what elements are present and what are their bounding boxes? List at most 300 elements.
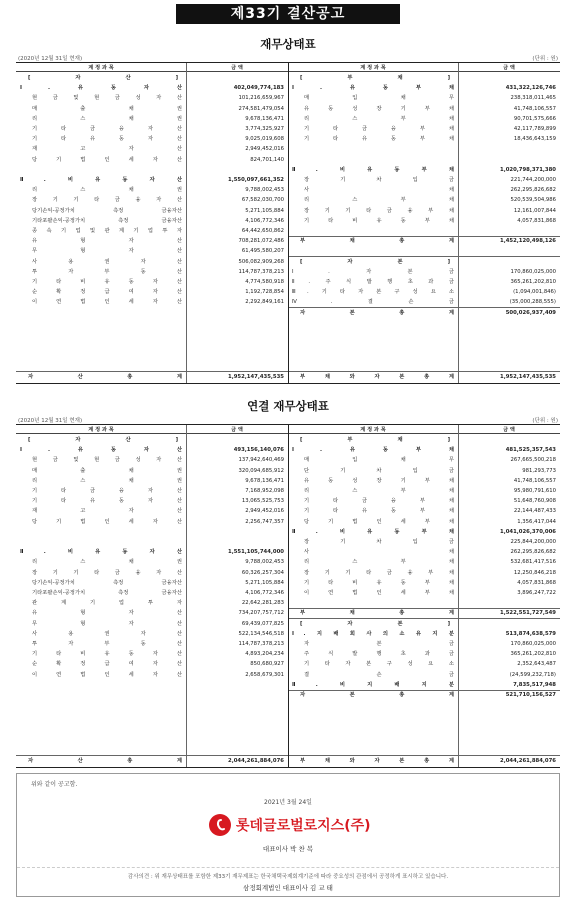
table-row	[16, 277, 288, 287]
row-label: 장 기 기 타 금 융 부 채	[304, 207, 454, 214]
consolidated-balance-sheet	[16, 424, 560, 768]
row-amount: (1,094,001,846)	[513, 289, 556, 296]
header-amount: 금 액	[503, 426, 515, 433]
table-row	[288, 756, 560, 766]
row-amount: 1,356,417,044	[517, 518, 556, 525]
row-amount: 90,701,575,666	[513, 115, 556, 122]
row-amount: 2,292,849,161	[245, 299, 284, 306]
row-label: 매 출 채 권	[32, 467, 182, 474]
row-label: Ⅱ. 주 식 발 행 초 과 금	[292, 279, 454, 285]
table-row	[16, 568, 288, 578]
table-row	[288, 670, 560, 680]
table-row	[288, 124, 560, 134]
row-label: 이 연 법 인 세 자 산	[32, 299, 182, 306]
table-row	[288, 435, 560, 445]
row-label: [ 자 산 ]	[28, 75, 178, 81]
table-row	[16, 195, 288, 205]
table-row	[16, 557, 288, 567]
table-row	[288, 629, 560, 639]
table-row	[288, 486, 560, 496]
table-row	[288, 588, 560, 598]
table-row	[16, 517, 288, 527]
row-amount	[458, 226, 560, 236]
row-label: 사 용 권 자 산	[32, 630, 182, 637]
row-amount: 500,026,937,409	[505, 309, 556, 316]
row-amount: 824,701,140	[250, 156, 284, 163]
row-amount: 67,582,030,700	[241, 197, 284, 204]
row-label: 종 속 기 업 및 관 계 기 업 투 자	[32, 228, 182, 234]
row-amount: 2,658,679,301	[245, 671, 284, 678]
row-label: 기 타 유 동 부 채	[304, 136, 454, 143]
table-row	[16, 155, 288, 165]
bs-right-column	[288, 63, 560, 383]
row-amount: 1,041,026,370,006	[500, 528, 556, 535]
row-amount: 5,271,105,884	[245, 207, 284, 214]
bs-date: (2020년 12월 31일 현재)	[18, 56, 83, 62]
row-label: 부 채 와 자 본 총 계	[300, 373, 454, 380]
row-amount: 522,134,546,518	[238, 630, 284, 637]
bs-title: 재무상태표	[260, 37, 316, 51]
row-amount: 1,952,147,435,535	[500, 373, 556, 380]
row-label: 자 산 총 계	[28, 757, 182, 764]
row-label: 장 기 차 입 금	[304, 177, 454, 183]
table-row	[16, 372, 288, 382]
table-row	[16, 466, 288, 476]
row-label: 리 스 부 채	[304, 559, 454, 566]
row-label: Ⅰ. 자 본 금	[292, 268, 454, 275]
bs-unit: (단위 : 원)	[532, 56, 558, 62]
row-label: 리 스 채 권	[32, 115, 182, 122]
row-amount: 4,106,772,346	[245, 217, 284, 224]
row-amount: 431,322,126,746	[505, 85, 556, 92]
table-row	[288, 267, 560, 277]
row-label: Ⅱ. 비 유 동 부 채	[292, 166, 454, 173]
row-amount: 506,082,909,268	[238, 258, 284, 265]
row-amount: 69,439,077,825	[241, 620, 284, 627]
row-label: 당 기 법 인 세 자 산	[32, 156, 182, 163]
row-label	[16, 308, 186, 318]
row-amount: 402,049,774,183	[233, 85, 284, 92]
row-label: 당 기 법 인 세 부 채	[304, 518, 454, 525]
row-label: 부 채 와 자 본 총 계	[300, 757, 454, 764]
row-amount: 2,256,747,357	[245, 518, 284, 525]
row-amount: 60,326,257,304	[241, 569, 284, 576]
table-row	[16, 287, 288, 297]
row-amount: 981,293,773	[522, 467, 556, 474]
table-row	[16, 547, 288, 557]
table-row	[288, 598, 560, 608]
row-amount: 520,539,504,986	[510, 197, 556, 204]
table-row	[288, 114, 560, 124]
table-row	[16, 236, 288, 246]
table-row	[16, 206, 288, 216]
row-label: [ 부 채 ]	[300, 437, 450, 443]
row-label: 당기손익-공정가치 측정 금융자산	[32, 579, 182, 586]
row-amount: 9,025,019,608	[245, 136, 284, 143]
row-amount: 4,893,204,234	[245, 651, 284, 658]
row-label: 기 타 비 유 동 자 산	[32, 279, 182, 285]
row-amount	[186, 680, 288, 690]
row-amount: 61,495,580,207	[241, 248, 284, 255]
row-amount: 365,261,202,810	[510, 651, 556, 658]
cbs-title: 연결 재무상태표	[247, 399, 329, 413]
row-label: Ⅰ. 유 동 부 채	[292, 85, 454, 92]
table-row	[288, 690, 560, 700]
table-row	[16, 226, 288, 236]
row-amount: 170,860,025,000	[510, 268, 556, 275]
audit-opinion: 감사의견 : 위 재무상태표를 포함한 제33기 재무제표는 한국채택국제회계기준에 따라 중요성의 관점에서 공정하게 표시하고 있습니다.	[17, 867, 559, 880]
row-amount	[458, 598, 560, 608]
table-row	[16, 537, 288, 547]
column-divider	[186, 63, 187, 383]
row-amount: 2,949,452,016	[245, 508, 284, 515]
row-amount: (35,000,288,555)	[509, 299, 556, 306]
notice-date: 2021년 3월 24일	[264, 799, 312, 806]
row-amount: 1,452,120,498,126	[500, 238, 556, 245]
table-row	[16, 445, 288, 455]
table-row	[16, 629, 288, 639]
row-amount: 1,192,728,854	[245, 289, 284, 296]
row-label: [ 자 본 ]	[300, 258, 450, 265]
row-amount: 532,681,417,516	[510, 559, 556, 566]
row-label	[16, 690, 186, 700]
company-name: 롯데글로벌로지스(주)	[236, 818, 371, 834]
row-label	[288, 598, 458, 608]
balance-sheet	[16, 62, 560, 384]
row-label: 자 본 금	[304, 641, 454, 647]
row-label: 기 타 비 유 동 부 채	[304, 217, 454, 224]
row-label: 기 타 유 동 부 채	[304, 508, 454, 515]
column-divider	[458, 425, 459, 767]
center-divider	[288, 63, 289, 383]
row-label: 유 형 자 산	[32, 238, 182, 245]
row-amount: 7,835,517,948	[513, 681, 556, 688]
row-amount: 4,106,772,346	[245, 590, 284, 596]
row-amount: 481,525,357,543	[505, 447, 556, 454]
row-label: 투 자 부 동 산	[32, 268, 182, 275]
row-amount: 2,949,452,016	[245, 146, 284, 153]
table-row	[288, 527, 560, 537]
row-label: 기 타 금 융 부 채	[304, 126, 454, 132]
row-amount: 7,168,952,098	[245, 488, 284, 494]
row-label: 단 기 차 입 금	[304, 467, 454, 474]
row-amount: 137,942,640,469	[238, 457, 284, 464]
table-row	[16, 93, 288, 103]
row-label: 관 계 기 업 투 자	[32, 600, 182, 607]
row-label: 자 산 총 계	[28, 373, 182, 380]
table-row	[288, 649, 560, 659]
auditor-signature: 삼정회계법인 대표이사 김 교 태	[243, 884, 333, 892]
row-label: 기 타 유 동 자 산	[32, 498, 182, 505]
table-row	[16, 619, 288, 629]
table-row	[288, 506, 560, 516]
table-row	[16, 175, 288, 185]
table-row	[16, 435, 288, 445]
cbs-right-column	[288, 425, 560, 767]
row-amount	[186, 165, 288, 175]
row-amount: 12,161,007,844	[513, 207, 556, 214]
row-amount: 262,295,826,682	[510, 187, 556, 194]
table-row	[288, 466, 560, 476]
row-amount: 9,678,136,471	[245, 115, 284, 122]
table-row	[288, 287, 560, 297]
row-amount: 9,788,002,453	[245, 187, 284, 194]
row-amount: 51,648,760,908	[513, 498, 556, 505]
cbs-left-column	[16, 425, 288, 767]
row-label: 당 기 법 인 세 자 산	[32, 518, 182, 525]
row-label: Ⅳ. 결 손 금	[292, 299, 454, 306]
row-amount: 267,665,500,218	[510, 457, 556, 464]
bs-left-column	[16, 63, 288, 383]
row-label: 사 채	[304, 549, 454, 556]
table-row	[288, 104, 560, 114]
row-amount: 238,318,011,465	[510, 95, 556, 102]
table-row	[16, 165, 288, 175]
row-label: 순 확 정 급 여 자 산	[32, 289, 182, 296]
table-row	[288, 557, 560, 567]
row-label: 재 고 자 산	[32, 508, 182, 515]
table-row	[288, 73, 560, 83]
row-amount: 114,787,378,213	[238, 641, 284, 647]
table-row	[16, 680, 288, 690]
row-amount	[458, 144, 560, 154]
row-label	[288, 246, 458, 256]
row-label: Ⅱ. 비 유 동 자 산	[20, 549, 182, 556]
row-amount	[458, 435, 560, 445]
table-row	[288, 619, 560, 629]
row-label: 리 스 부 채	[304, 115, 454, 122]
row-amount: 708,281,072,486	[238, 238, 284, 245]
row-label: 리 스 부 채	[304, 488, 454, 494]
table-row	[16, 144, 288, 154]
row-label: 기 타 비 유 동 부 채	[304, 579, 454, 586]
row-label: 주 식 발 행 초 과 금	[304, 651, 454, 658]
row-amount: 850,680,927	[250, 661, 284, 668]
row-amount: 95,980,791,610	[513, 488, 556, 494]
table-row	[288, 608, 560, 618]
row-amount: 18,436,643,159	[513, 136, 556, 143]
row-label	[288, 144, 458, 154]
row-amount: 1,551,105,744,000	[228, 549, 284, 556]
row-label: 현 금 및 현 금 성 자 산	[32, 457, 182, 464]
row-label: 무 형 자 산	[32, 620, 182, 627]
row-label: 사 채	[304, 187, 454, 194]
row-label: [ 자 산 ]	[28, 437, 178, 443]
table-row	[288, 277, 560, 287]
column-divider	[186, 425, 187, 767]
table-row	[288, 445, 560, 455]
table-row	[16, 114, 288, 124]
table-row	[288, 175, 560, 185]
cbs-unit: (단위 : 원)	[532, 418, 558, 424]
row-label: 장 기 차 입 금	[304, 539, 454, 545]
row-label: 순 확 정 급 여 자 산	[32, 661, 182, 668]
table-row	[16, 639, 288, 649]
row-label: 기 타 금 융 자 산	[32, 126, 182, 132]
row-label: 매 입 채 무	[304, 457, 454, 464]
row-amount: 170,860,025,000	[510, 641, 556, 647]
row-amount: 1,522,551,727,549	[500, 610, 556, 617]
row-amount: 42,117,789,899	[513, 126, 556, 132]
row-amount	[458, 246, 560, 256]
table-row	[16, 659, 288, 669]
row-amount: 3,896,247,722	[517, 590, 556, 596]
row-amount: 2,044,261,884,076	[500, 757, 556, 764]
row-amount: 64,442,650,862	[241, 228, 284, 234]
table-row	[288, 165, 560, 175]
table-row	[16, 308, 288, 318]
row-amount: 22,144,487,433	[513, 508, 556, 515]
cbs-date: (2020년 12월 31일 현재)	[18, 418, 83, 424]
row-label: 유 형 자 산	[32, 610, 182, 617]
row-label: Ⅲ. 기 타 자 본 구 성 요 소	[292, 289, 454, 296]
table-row	[16, 297, 288, 307]
row-label: 리 스 채 권	[32, 187, 182, 194]
table-row	[16, 73, 288, 83]
row-label: 기 타 금 융 부 채	[304, 498, 454, 505]
notice-statement: 위와 같이 공고함.	[31, 781, 78, 788]
row-label: 장 기 기 타 금 융 부 채	[304, 569, 454, 576]
table-row	[288, 297, 560, 307]
row-label: Ⅰ. 유 동 자 산	[20, 447, 182, 454]
table-row	[288, 639, 560, 649]
row-label	[288, 226, 458, 236]
row-label: 이 연 법 인 세 부 채	[304, 590, 454, 596]
row-label: 투 자 부 동 산	[32, 641, 182, 647]
row-amount: 41,748,106,557	[513, 477, 556, 484]
table-row	[288, 93, 560, 103]
table-row	[16, 506, 288, 516]
table-row	[288, 308, 560, 318]
row-label: 리 스 부 채	[304, 197, 454, 204]
row-label	[16, 527, 186, 537]
row-amount: 13,065,525,753	[241, 498, 284, 505]
row-amount: 221,744,200,000	[510, 177, 556, 183]
row-amount: 4,057,831,868	[517, 217, 556, 224]
row-amount	[186, 700, 288, 710]
table-row	[16, 700, 288, 710]
row-label: 자 본 총 계	[300, 692, 454, 698]
table-row	[288, 185, 560, 195]
table-row	[16, 267, 288, 277]
row-label: 기타포괄손익-공정가치 측정 금융자산	[32, 217, 182, 224]
table-row	[16, 578, 288, 588]
row-label: 기 타 비 유 동 자 산	[32, 651, 182, 658]
row-amount: 320,094,685,912	[238, 467, 284, 474]
row-label: 기타포괄손익-공정가치 측정 금융자산	[32, 590, 182, 596]
table-row	[16, 670, 288, 680]
row-amount: 4,774,580,918	[245, 279, 284, 285]
table-row	[16, 257, 288, 267]
header-amount: 금 액	[231, 426, 243, 433]
table-row	[288, 517, 560, 527]
header-item: 계 정 과 목	[88, 426, 114, 433]
row-label	[16, 537, 186, 547]
table-row	[288, 547, 560, 557]
table-row	[288, 226, 560, 236]
row-label: 기 타 금 융 자 산	[32, 488, 182, 494]
row-label: 유 동 성 장 기 부 채	[304, 105, 454, 112]
row-amount: 114,787,378,213	[238, 268, 284, 275]
row-label: 매 출 채 권	[32, 105, 182, 112]
header-amount: 금 액	[503, 64, 515, 71]
row-amount: 12,250,846,218	[513, 569, 556, 576]
table-row	[288, 257, 560, 267]
row-amount: 2,352,643,487	[517, 661, 556, 668]
table-row	[16, 134, 288, 144]
row-amount: 4,057,831,868	[517, 579, 556, 586]
public-notice	[16, 773, 560, 897]
row-amount: 101,216,659,967	[238, 95, 284, 102]
row-label: Ⅱ. 비 유 동 부 채	[292, 528, 454, 535]
row-amount: 225,844,200,000	[510, 539, 556, 545]
row-label: 장 기 기 타 금 융 자 산	[32, 569, 182, 576]
table-row	[288, 195, 560, 205]
row-amount	[186, 537, 288, 547]
row-label: 기 타 유 동 자 산	[32, 136, 182, 143]
column-header	[16, 425, 288, 434]
row-amount: 734,207,757,712	[238, 610, 284, 617]
table-row	[16, 486, 288, 496]
row-amount	[458, 619, 560, 629]
table-row	[288, 476, 560, 486]
row-amount: 1,952,147,435,535	[228, 373, 284, 380]
row-amount	[186, 435, 288, 445]
row-label: 기 타 자 본 구 성 요 소	[304, 661, 454, 668]
row-label: 부 채 총 계	[300, 610, 454, 617]
row-label: 리 스 채 권	[32, 477, 182, 484]
row-amount: 274,581,479,054	[238, 105, 284, 112]
row-label: [ 부 채 ]	[300, 75, 450, 81]
row-label: Ⅱ. 비 유 동 자 산	[20, 177, 182, 183]
row-label: 부 채 총 계	[300, 238, 454, 245]
row-amount: 1,020,798,371,380	[500, 166, 556, 173]
row-amount: 9,678,136,471	[245, 477, 284, 484]
row-label: 자 본 총 계	[300, 309, 454, 316]
table-row	[16, 608, 288, 618]
row-label: Ⅱ. 비 지 배 지 분	[292, 681, 454, 688]
table-row	[16, 185, 288, 195]
page-title: 제33기 결산공고	[176, 4, 400, 24]
row-label: Ⅰ. 유 동 자 산	[20, 85, 182, 92]
table-row	[16, 246, 288, 256]
table-row	[16, 496, 288, 506]
table-row	[16, 455, 288, 465]
row-amount: 22,642,281,283	[241, 600, 284, 607]
row-amount	[186, 527, 288, 537]
row-amount: 9,788,002,453	[245, 559, 284, 566]
table-row	[16, 527, 288, 537]
row-amount	[186, 690, 288, 700]
table-row	[16, 476, 288, 486]
table-row	[16, 83, 288, 93]
row-label: Ⅰ. 유 동 부 채	[292, 447, 454, 454]
row-amount	[458, 73, 560, 83]
table-row	[16, 124, 288, 134]
row-label: Ⅰ. 지 배 회 사 의 소 유 지 분	[292, 630, 454, 637]
column-header	[288, 63, 560, 72]
table-row	[288, 455, 560, 465]
row-label	[16, 700, 186, 710]
table-row	[288, 134, 560, 144]
row-label: 당기손익-공정가치 측정 금융자산	[32, 207, 182, 214]
row-amount	[186, 308, 288, 318]
table-row	[288, 578, 560, 588]
table-row	[16, 649, 288, 659]
table-row	[16, 756, 288, 766]
row-amount: 513,874,638,579	[505, 630, 556, 637]
table-row	[16, 598, 288, 608]
